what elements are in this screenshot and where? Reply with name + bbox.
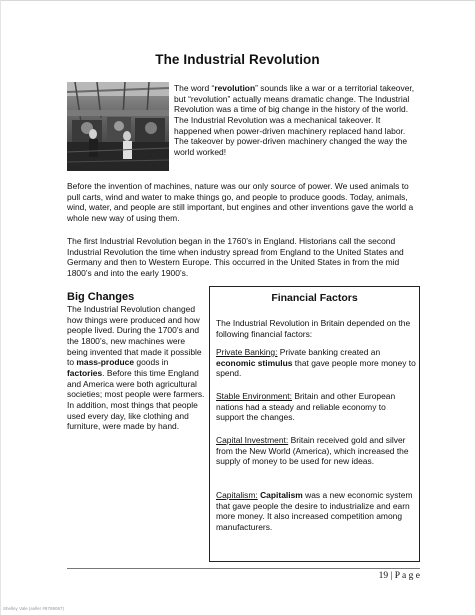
- factor-label: Capitalism:: [216, 490, 258, 500]
- factor-label: Capital Investment:: [216, 435, 289, 445]
- financial-factors-box: [209, 286, 420, 562]
- page-word: P a g e: [394, 571, 420, 581]
- intro-text-start: The word “: [174, 83, 215, 93]
- footer-rule: [67, 568, 420, 569]
- page-number-value: 19: [378, 571, 389, 581]
- page-edge-top: [0, 0, 475, 1]
- factor-text: Britain and other European nations had a steady and reliable economy to support the changes.: [216, 391, 396, 423]
- paragraph-power-sources: Before the invention of machines, nature was our only source of power. We used animals to pull carts, wind and water to make things go, and people to produce goods. Today, animals, wind, water, and people are still important, but engines and other inventions gave the world a whole new way of using them.: [67, 181, 414, 223]
- page-edge-left: [0, 0, 1, 615]
- factor-text: that gave people more money to spend.: [216, 357, 416, 379]
- big-changes-text-3: . Before this time England and America were both agricultural societies; most people were farmers. In addition, most things that people used every day, like clothing and furniture, were made by hand.: [67, 367, 205, 432]
- factor-bold-term: Capitalism: [260, 490, 303, 500]
- factor-capital-investment: [216, 435, 416, 467]
- seller-watermark: Shelley Vale (seller #8769067): [3, 606, 64, 611]
- big-changes-bold-1: mass-produce: [76, 357, 135, 368]
- big-changes-text-2: goods in: [134, 357, 169, 368]
- factor-bold-term: economic stimulus: [216, 357, 293, 368]
- big-changes-bold-2: factories: [67, 367, 103, 378]
- factor-text: Private banking created an: [277, 347, 381, 357]
- big-changes-body: [67, 304, 207, 432]
- financial-intro: The Industrial Revolution in Britain depended on the following financial factors:: [216, 318, 411, 339]
- page-number: [360, 571, 420, 581]
- page-title: The Industrial Revolution: [155, 52, 320, 67]
- financial-factors-heading: Financial Factors: [271, 292, 358, 304]
- paragraph-revolution-timeline: The first Industrial Revolution began in the 1760’s in England. Historians call the second Industrial Revolution the time when industry spread from England to the United States and Germany and then to Western Europe. This occurred in the United States in from the mid 1800’s and into the early 1900’s.: [67, 236, 404, 278]
- factor-label: Private Banking:: [216, 347, 278, 357]
- big-changes-heading: Big Changes: [67, 291, 135, 303]
- big-changes-text-1: The Industrial Revolution changed how things were produced and how people lived. During the 1700’s and the 1800’s, new machines were being invented that made it possible to: [67, 304, 202, 368]
- intro-bold-word: revolution: [214, 83, 256, 93]
- factor-label: Stable Environment:: [216, 391, 292, 401]
- factor-stable-environment: [216, 391, 416, 423]
- factor-text: Britain received gold and silver from the New World (America), which increased the supply of money to be used for new ideas.: [216, 435, 409, 467]
- factor-text: was a new economic system that gave people the desire to industrialize and earn more money. It also increased competition among manufacturers.: [216, 490, 413, 532]
- factor-capitalism: [216, 490, 416, 533]
- page-number-separator: |: [388, 571, 395, 581]
- factor-private-banking: [216, 347, 416, 379]
- intro-paragraph: [174, 83, 416, 158]
- factory-photo: [67, 82, 169, 171]
- intro-text-rest: ” sounds like a war or a territorial takeover, but “revolution” actually means dramatic change. The Industrial Revolution was a time of big change in the history of the world. The Industrial Revolution was a mechanical takeover. It happened when power-driven machinery replaced hand labor. The takeover by power-driven machinery changed the way the world worked!: [174, 83, 415, 157]
